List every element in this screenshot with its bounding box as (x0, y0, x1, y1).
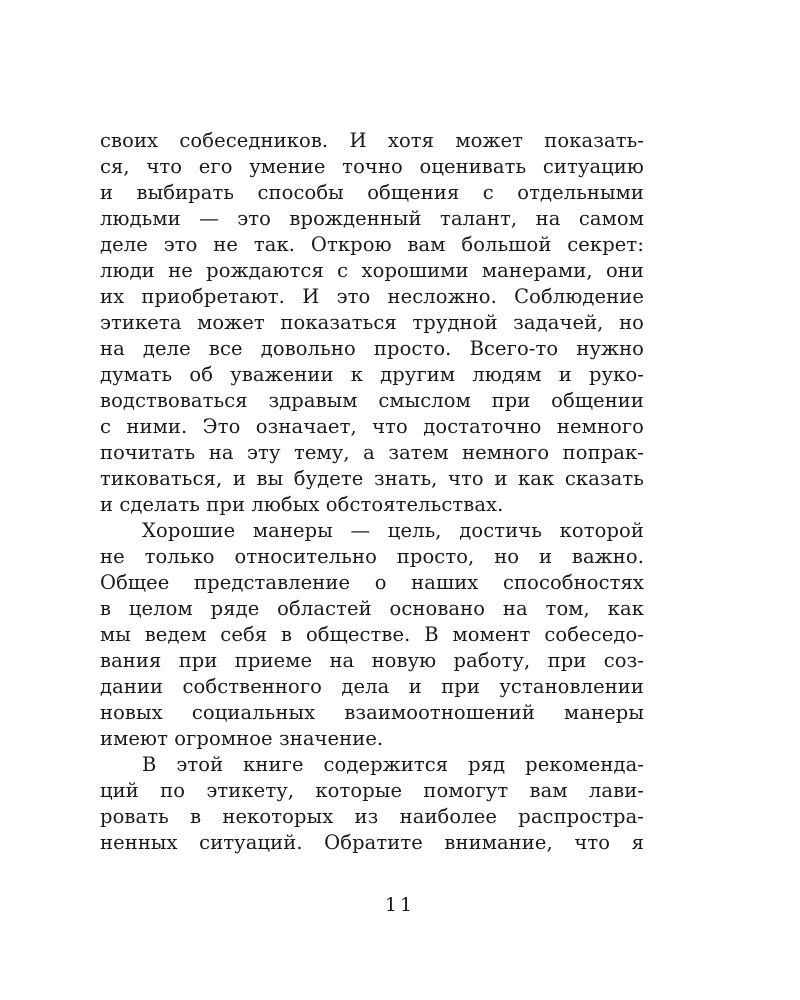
text-line: людьми — это врожденный талант, на самом (100, 207, 644, 230)
text-line: их приобретают. И это несложно. Соблюдение (100, 285, 644, 308)
text-line: вания при приеме на новую работу, при соз- (100, 649, 644, 672)
text-line: этикета может показаться трудной задачей, но (100, 311, 644, 334)
text-line: думать об уважении к другим людям и руко- (100, 363, 644, 386)
text-line: В этой книге содержится ряд рекоменда- (142, 753, 644, 776)
text-line: в целом ряде областей основано на том, как (100, 597, 644, 620)
text-line: Хорошие манеры — цель, достичь которой (142, 519, 644, 542)
text-line: новых социальных взаимоотношений манеры (100, 701, 644, 724)
text-line: своих собеседников. И хотя может показать- (100, 129, 644, 152)
text-line: тиковаться, и вы будете знать, что и как сказать (100, 467, 644, 490)
text-line: деле это не так. Открою вам большой секрет: (100, 233, 644, 256)
text-line: не только относительно просто, но и важно. (100, 545, 644, 568)
paragraph (100, 752, 644, 856)
paragraph (100, 128, 644, 518)
text-line: ненных ситуаций. Обратите внимание, что я (100, 831, 644, 854)
text-line: водствоваться здравым смыслом при общении (100, 389, 644, 412)
text-line: на деле все довольно просто. Всего-то нужно (100, 337, 644, 360)
text-line: ся, что его умение точно оценивать ситуацию (100, 155, 644, 178)
text-line: почитать на эту тему, а затем немного попрак- (100, 441, 644, 464)
text-line: ций по этикету, которые помогут вам лави- (100, 779, 644, 802)
text-line: Общее представление о наших способностях (100, 571, 644, 594)
paragraph (100, 518, 644, 752)
body-text (100, 128, 644, 856)
text-line: и выбирать способы общения с отдельными (100, 181, 644, 204)
text-line: имеют огромное значение. (100, 727, 384, 750)
text-line: люди не рождаются с хорошими манерами, они (100, 259, 644, 282)
text-line: мы ведем себя в обществе. В момент собеседо- (100, 623, 644, 646)
text-line: ровать в некоторых из наиболее распростра- (100, 805, 644, 828)
text-line: с ними. Это означает, что достаточно немного (100, 415, 644, 438)
text-line: и сделать при любых обстоятельствах. (100, 493, 504, 516)
page-number: 11 (384, 894, 416, 916)
text-line: дании собственного дела и при установлении (100, 675, 644, 698)
